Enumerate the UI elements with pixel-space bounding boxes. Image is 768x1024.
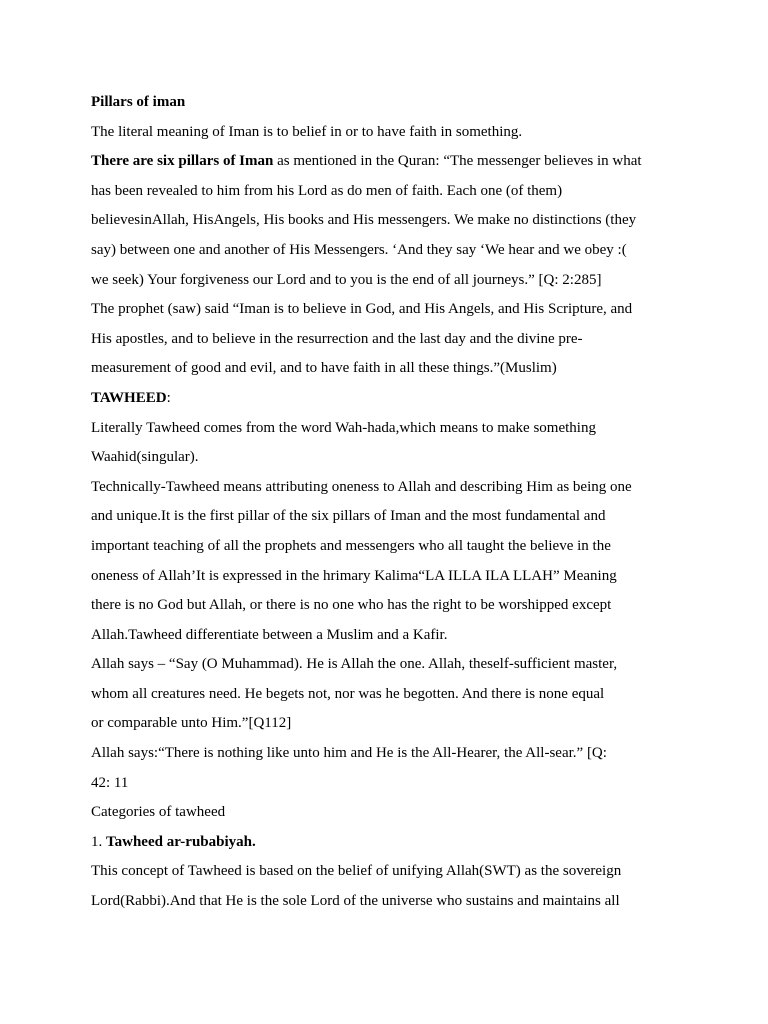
text-line xyxy=(91,680,671,710)
bold-text-run: Tawheed ar-rubabiyah. xyxy=(106,833,256,850)
text-line xyxy=(91,118,671,148)
text-run: Technically-Tawheed means attributing oneness to Allah and describing Him as being one xyxy=(91,478,632,495)
text-line xyxy=(91,443,671,473)
text-run: The literal meaning of Iman is to belief in or to have faith in something. xyxy=(91,123,523,140)
text-line xyxy=(91,266,671,296)
text-line xyxy=(91,621,671,651)
text-run: : xyxy=(166,389,171,406)
text-run: Categories of tawheed xyxy=(91,804,226,821)
text-line xyxy=(91,295,671,325)
text-run: has been revealed to him from his Lord as do men of faith. Each one (of them) xyxy=(91,182,563,199)
text-line xyxy=(91,887,671,917)
text-run: believesinAllah, HisAngels, His books and His messengers. We make no distinctions (they xyxy=(91,212,637,229)
text-run: Allah says – “Say (O Muhammad). He is Allah the one. Allah, theself-sufficient master, xyxy=(91,656,618,673)
text-line xyxy=(91,798,671,828)
text-run: important teaching of all the prophets and messengers who all taught the believe in the xyxy=(91,537,611,554)
text-line xyxy=(91,414,671,444)
text-line xyxy=(91,709,671,739)
text-line xyxy=(91,502,671,532)
text-run: The prophet (saw) said “Iman is to believe in God, and His Angels, and His Scripture, and xyxy=(91,301,633,318)
text-run: say) between one and another of His Messengers. ‘And they say ‘We hear and we obey :( xyxy=(91,241,627,258)
text-run: measurement of good and evil, and to have faith in all these things.”(Muslim) xyxy=(91,360,557,377)
text-line xyxy=(91,828,671,858)
bold-text-run: TAWHEED xyxy=(91,389,167,406)
text-run: Allah.Tawheed differentiate between a Muslim and a Kafir. xyxy=(91,626,448,643)
text-line xyxy=(91,562,671,592)
text-run: His apostles, and to believe in the resurrection and the last day and the divine pre- xyxy=(91,330,583,347)
text-line xyxy=(91,650,671,680)
text-line xyxy=(91,532,671,562)
text-run: Waahid(singular). xyxy=(91,449,199,466)
text-line xyxy=(91,206,671,236)
text-run: there is no God but Allah, or there is no one who has the right to be worshipped except xyxy=(91,597,612,614)
document-page xyxy=(91,88,671,917)
text-run: Literally Tawheed comes from the word Wah-hada,which means to make something xyxy=(91,419,596,436)
text-line xyxy=(91,88,671,118)
text-run: we seek) Your forgiveness our Lord and to you is the end of all journeys.” [Q: 2:285] xyxy=(91,271,602,288)
text-run: Allah says:“There is nothing like unto him and He is the All-Hearer, the All-sear.” [Q: xyxy=(91,745,607,762)
bold-text-run: There are six pillars of Iman xyxy=(91,153,274,170)
text-line xyxy=(91,384,671,414)
text-run: 1. xyxy=(91,833,106,850)
text-line xyxy=(91,236,671,266)
text-run: oneness of Allah’It is expressed in the hrimary Kalima“LA ILLA ILA LLAH” Meaning xyxy=(91,567,617,584)
text-line xyxy=(91,591,671,621)
text-line xyxy=(91,769,671,799)
text-line xyxy=(91,354,671,384)
text-line xyxy=(91,857,671,887)
text-line xyxy=(91,147,671,177)
bold-text-run: Pillars of iman xyxy=(91,94,186,110)
text-run: This concept of Tawheed is based on the belief of unifying Allah(SWT) as the sovereign xyxy=(91,863,622,880)
text-run: 42: 11 xyxy=(91,774,129,791)
text-run: Lord(Rabbi).And that He is the sole Lord of the universe who sustains and maintains all xyxy=(91,893,620,910)
text-line xyxy=(91,325,671,355)
text-line xyxy=(91,473,671,503)
text-run: whom all creatures need. He begets not, nor was he begotten. And there is none equal xyxy=(91,685,605,702)
text-line xyxy=(91,177,671,207)
text-line xyxy=(91,739,671,769)
text-run: or comparable unto Him.”[Q112] xyxy=(91,715,292,732)
text-run: and unique.It is the first pillar of the six pillars of Iman and the most fundamental and xyxy=(91,508,606,525)
text-run: as mentioned in the Quran: “The messenger believes in what xyxy=(273,153,642,170)
